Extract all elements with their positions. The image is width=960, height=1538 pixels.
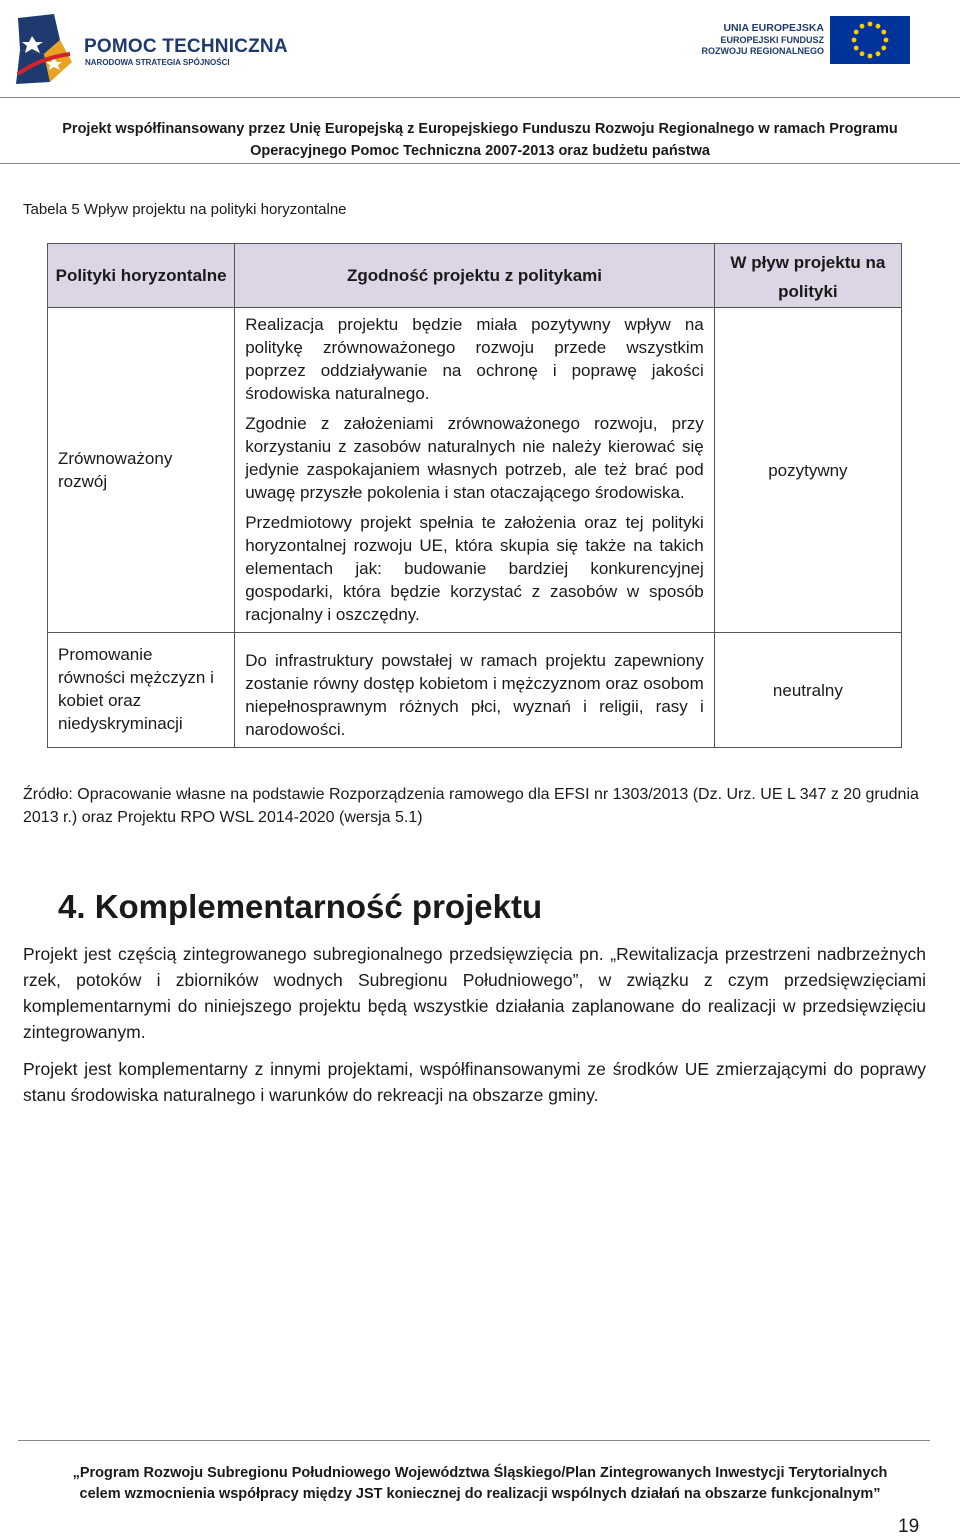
footer-line2: celem wzmocnienia współpracy między JST koniecznej do realizacji wspólnych działań na obszarze funkcjonalnym” [79, 1486, 881, 1502]
horizontal-policies-table [47, 243, 902, 748]
policy-cell: Zrównoważony rozwój [48, 308, 235, 633]
project-header-line1: Projekt współfinansowany przez Unię Europejską z Europejskiego Funduszu Rozwoju Regionalnego w ramach Programu [62, 121, 898, 137]
project-cofinancing-header [0, 118, 960, 162]
footer [0, 1463, 960, 1505]
pomoc-techniczna-logo [14, 14, 288, 86]
header-divider [0, 97, 960, 98]
eu-logo-line3: ROZWOJU REGIONALNEGO [701, 46, 824, 56]
col-header-impact: W pływ projektu na polityki [714, 244, 901, 308]
col-header-compliance: Zgodność projektu z politykami [235, 244, 715, 308]
compliance-cell [235, 308, 715, 633]
compliance-paragraph: Do infrastruktury powstałej w ramach projektu zapewniony zostanie równy dostęp kobietom i mężczyznom oraz osobom niepełnosprawnym różnych płci, wyznań i religii, rasy i narodowości. [245, 651, 704, 739]
pomoc-techniczna-logo-name: POMOC TECHNICZNA [84, 36, 288, 57]
table-source-note: Źródło: Opracowanie własne na podstawie Rozporządzenia ramowego dla EFSI nr 1303/2013 (Dz. Urz. UE L 347 z 20 grudnia 2013 r.) oraz Projektu RPO WSL 2014-2020 (wersja 5.1) [23, 786, 919, 826]
compliance-paragraph: Przedmiotowy projekt spełnia te założenia oraz tej polityki horyzontalnej rozwoju UE, która skupia się także na takich elementach jak: budowanie bardziej konkurencyjnej gospodarki, która będzie korzystać z zasobów w sposób racjonalny i oszczędny. [245, 513, 704, 624]
header-divider-bottom [0, 163, 960, 164]
compliance-paragraph: Zgodnie z założeniami zrównoważonego rozwoju, przy korzystaniu z zasobów naturalnych nie należy kierować się jedynie zaspokajaniem własnych potrzeb, ale też brać pod uwagę przyszłe pokolenia i stan otaczającego środowiska. [245, 414, 704, 502]
compliance-paragraph: Realizacja projektu będzie miała pozytywny wpływ na politykę zrównoważonego rozwoju przede wszystkim poprzez oddziaływanie na ochronę i poprawę jakości środowiska naturalnego. [245, 315, 704, 403]
eu-logo-line1: UNIA EUROPEJSKA [723, 22, 824, 34]
pomoc-techniczna-logo-subtitle: NARODOWA STRATEGIA SPÓJNOŚCI [85, 58, 230, 67]
footer-line1: „Program Rozwoju Subregionu Południowego Województwa Śląskiego/Plan Zintegrowanych Inwestycji Terytorialnych [72, 1465, 888, 1481]
page-number: 19 [898, 1516, 920, 1537]
section-paragraph-1: Projekt jest częścią zintegrowanego subregionalnego przedsięwzięcia pn. „Rewitalizacja przestrzeni nadbrzeżnych rzek, potoków i zbiorników wodnych Subregionu Południowego”, w związku z czym przedsięwzięciami komplementarnymi do niniejszego projektu będą wszystkie działania zaplanowane do realizacji w przedsięwzięciu zintegrowanym. [23, 944, 926, 1042]
section-paragraph-2: Projekt jest komplementarny z innymi projektami, współfinansowanymi ze środków UE zmierzającymi do poprawy stanu środowiska naturalnego i warunków do rekreacji na obszarze gminy. [23, 1059, 926, 1105]
impact-cell: pozytywny [714, 308, 901, 633]
section-title: 4. Komplementarność projektu [58, 888, 543, 925]
project-header-line2: Operacyjnego Pomoc Techniczna 2007-2013 oraz budżetu państwa [250, 143, 710, 159]
table-row [48, 633, 902, 748]
col-header-policies: Polityki horyzontalne [48, 244, 235, 308]
policy-cell: Promowanie równości mężczyzn i kobiet oraz niedyskryminacji [48, 633, 235, 748]
pomoc-techniczna-emblem-icon [14, 14, 76, 86]
impact-cell: neutralny [714, 633, 901, 748]
table-row [48, 308, 902, 633]
compliance-cell [235, 633, 715, 748]
eu-logo-line2: EUROPEJSKI FUNDUSZ [720, 35, 824, 45]
eu-logo [684, 14, 914, 68]
eu-flag-icon [830, 16, 910, 64]
footer-divider [18, 1440, 930, 1441]
table-caption: Tabela 5 Wpływ projektu na polityki horyzontalne [23, 201, 347, 218]
table-header-row [48, 244, 902, 308]
